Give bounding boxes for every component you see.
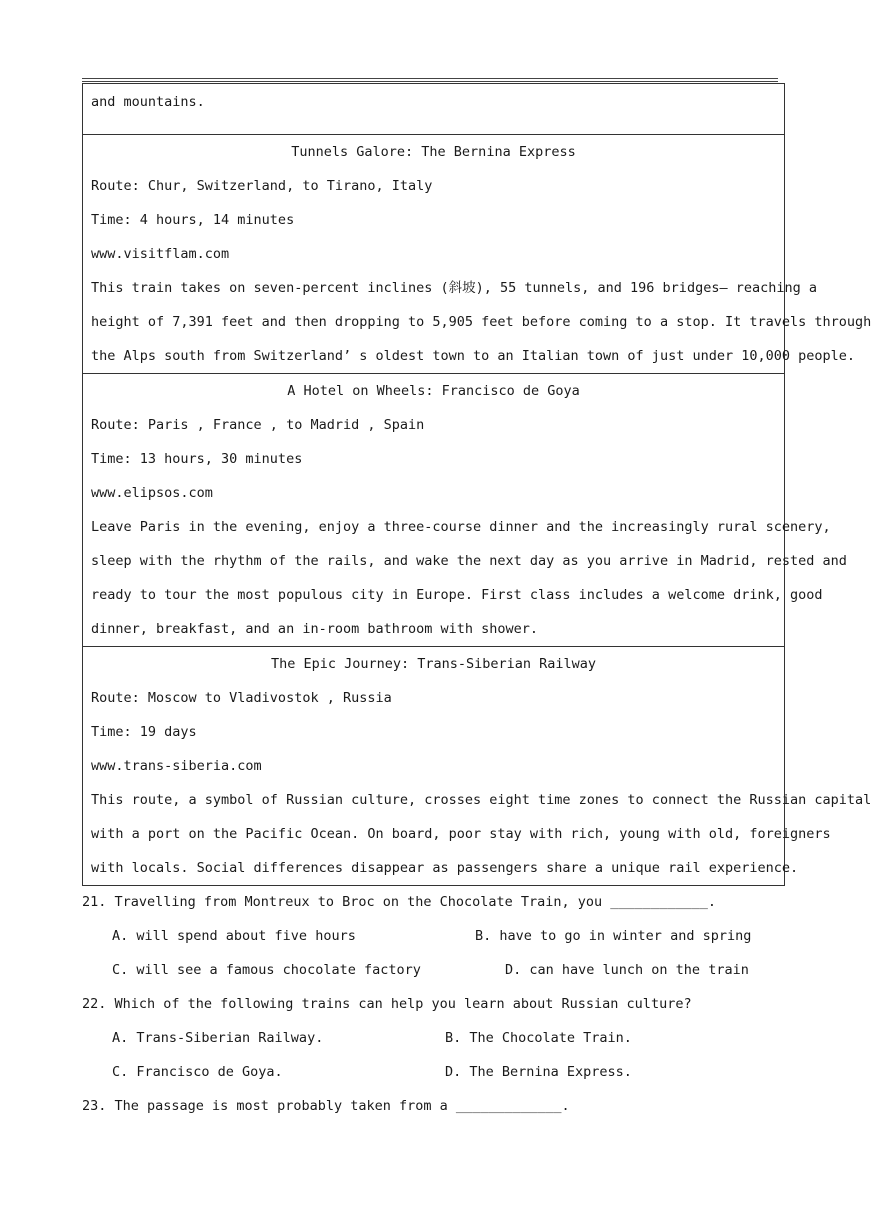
train-description-line: sleep with the rhythm of the rails, and wake the next day as you arrive in Madrid, rested and	[91, 553, 847, 569]
questions-section	[82, 885, 785, 1123]
option-row	[82, 1021, 785, 1055]
train-route: Route: Paris , France , to Madrid , Spain	[91, 417, 425, 433]
option-row	[82, 919, 785, 953]
option-row	[82, 1055, 785, 1089]
train-route: Route: Chur, Switzerland, to Tirano, Italy	[91, 178, 433, 194]
train-table	[82, 83, 871, 886]
continuation-text: and mountains.	[91, 94, 205, 110]
train-description-line: Leave Paris in the evening, enjoy a three-course dinner and the increasingly rural scenery,	[91, 519, 831, 535]
header-rule-top	[82, 78, 778, 79]
train-title: A Hotel on Wheels: Francisco de Goya	[287, 383, 580, 399]
train-time: Time: 13 hours, 30 minutes	[91, 451, 303, 467]
train-route: Route: Moscow to Vladivostok , Russia	[91, 690, 392, 706]
question-stem: 23. The passage is most probably taken from a _____________.	[82, 1098, 570, 1114]
train-title: Tunnels Galore: The Bernina Express	[291, 144, 576, 160]
option-c: C. Francisco de Goya.	[112, 1064, 283, 1080]
train-website: www.elipsos.com	[91, 485, 213, 501]
train-description-line: the Alps south from Switzerland’ s oldest town to an Italian town of just under 10,000 people.	[91, 348, 856, 364]
train-website: www.trans-siberia.com	[91, 758, 262, 774]
question-stem: 21. Travelling from Montreux to Broc on the Chocolate Train, you ____________.	[82, 894, 716, 910]
train-website: www.visitflam.com	[91, 246, 230, 262]
option-b: B. The Chocolate Train.	[445, 1030, 632, 1046]
train-time: Time: 19 days	[91, 724, 197, 740]
option-d: D. The Bernina Express.	[445, 1064, 632, 1080]
option-b: B. have to go in winter and spring	[475, 928, 752, 944]
train-title: The Epic Journey: Trans-Siberian Railway	[270, 656, 597, 672]
train-description-line: dinner, breakfast, and an in-room bathroom with shower.	[91, 621, 539, 637]
option-row	[82, 953, 785, 987]
option-a: A. will spend about five hours	[112, 928, 356, 944]
option-a: A. Trans-Siberian Railway.	[112, 1030, 324, 1046]
train-description-line: This train takes on seven-percent inclines (斜坡), 55 tunnels, and 196 bridges— reaching a	[91, 280, 817, 296]
train-description-line: height of 7,391 feet and then dropping to 5,905 feet before coming to a stop. It travels through	[91, 314, 871, 330]
train-description-line: ready to tour the most populous city in Europe. First class includes a welcome drink, good	[91, 587, 823, 603]
train-time: Time: 4 hours, 14 minutes	[91, 212, 295, 228]
train-description-line: with a port on the Pacific Ocean. On board, poor stay with rich, young with old, foreigners	[91, 826, 831, 842]
header-rule-bottom	[82, 81, 778, 82]
train-cell-goya	[83, 373, 847, 646]
option-d: D. can have lunch on the train	[505, 962, 749, 978]
train-cell-trans-siberian	[83, 646, 871, 885]
question-stem: 22. Which of the following trains can help you learn about Russian culture?	[82, 996, 692, 1012]
train-description-line: This route, a symbol of Russian culture, crosses eight time zones to connect the Russian capital	[91, 792, 871, 808]
option-c: C. will see a famous chocolate factory	[112, 962, 421, 978]
continuation-cell	[83, 83, 784, 134]
train-cell-bernina	[83, 134, 871, 373]
train-description-line: with locals. Social differences disappear as passengers share a unique rail experience.	[91, 860, 799, 876]
